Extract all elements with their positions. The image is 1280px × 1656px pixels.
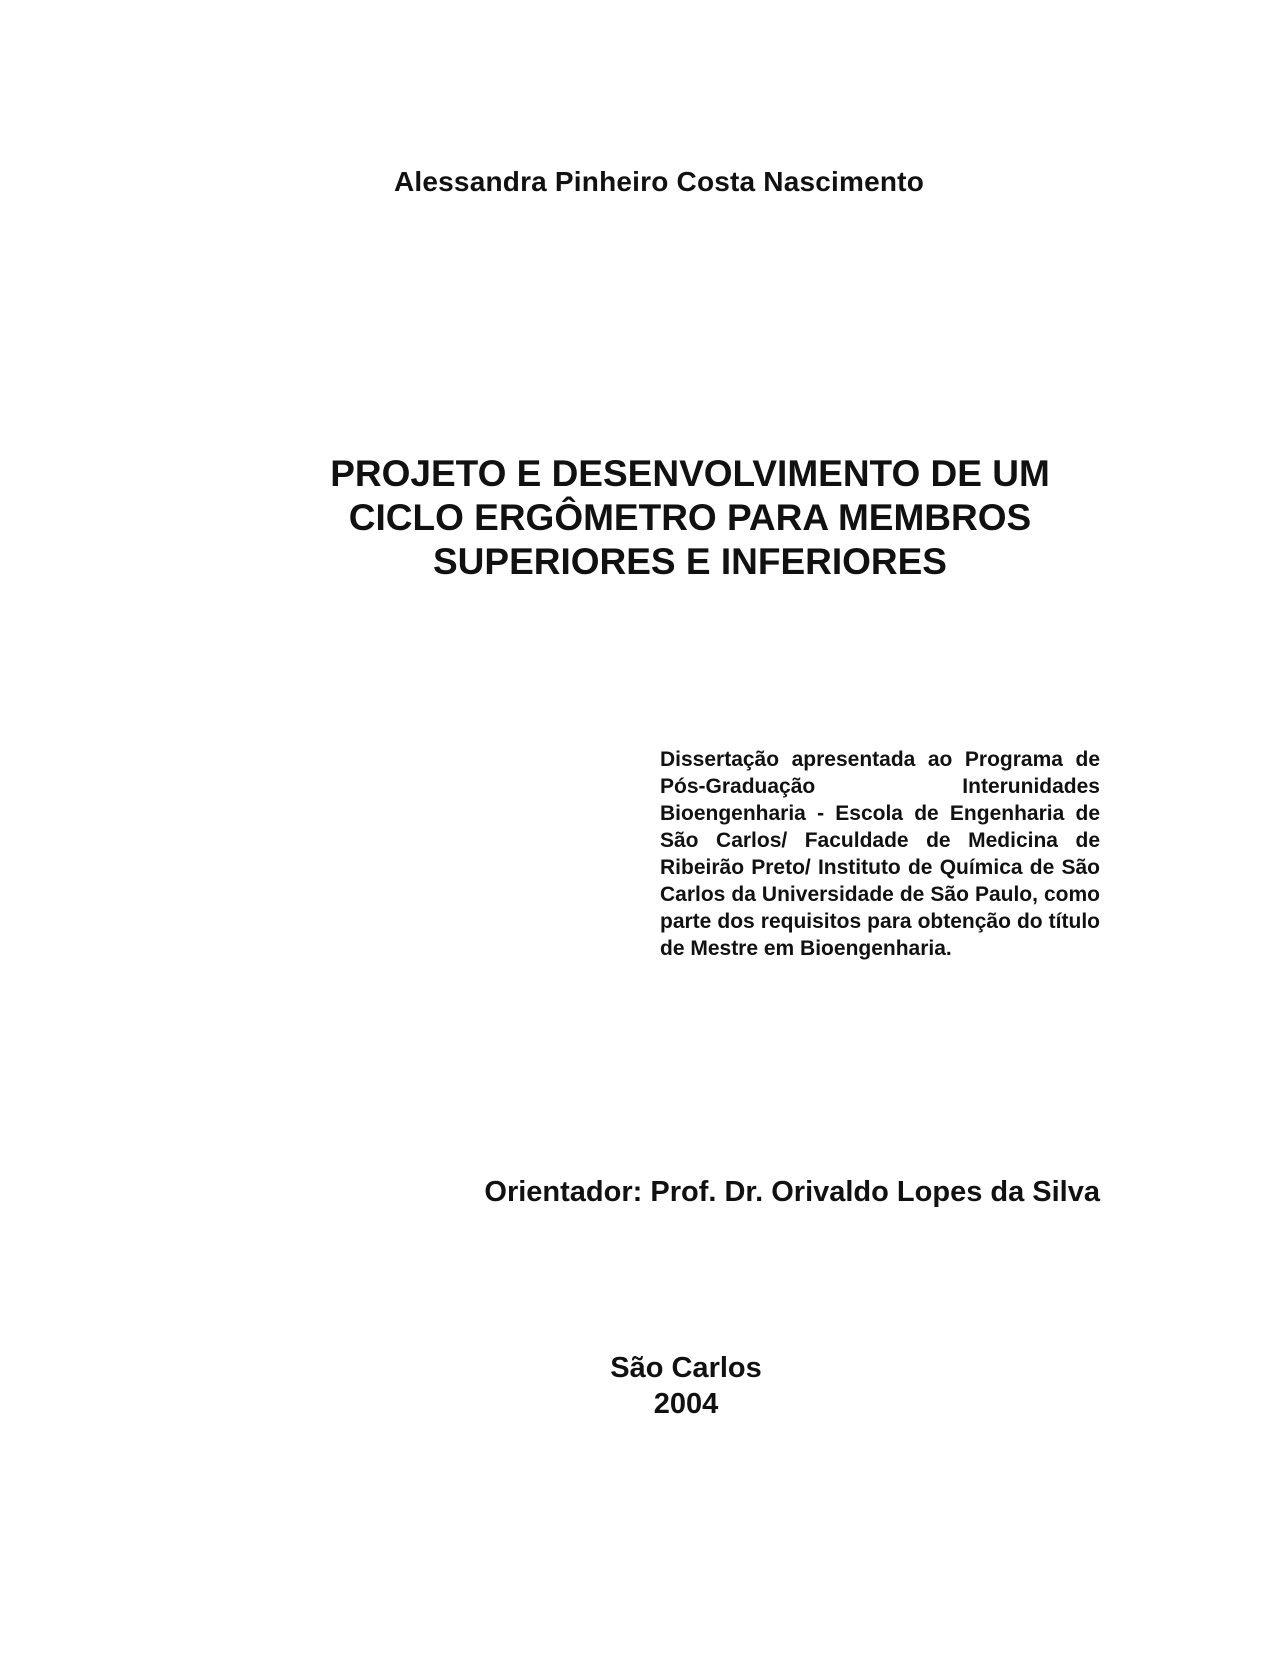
place-and-date <box>0 1350 1280 1422</box>
dissertation-statement: Dissertação apresentada ao Programa de Pós-Graduação Interunidades Bioengenharia - Escola de Engenharia de São Carlos/ Faculdade de Medicina de Ribeirão Preto/ Instituto de Química de São Carlos da Universidade de São Paulo, como parte dos requisitos para obtenção do título de Mestre em Bioengenharia. <box>660 748 1100 960</box>
author-name: Alessandra Pinheiro Costa Nascimento <box>393 166 925 197</box>
thesis-title <box>240 452 1140 584</box>
title-line-3: SUPERIORES E INFERIORES <box>433 541 947 582</box>
title-line-1: PROJETO E DESENVOLVIMENTO DE UM <box>330 453 1050 494</box>
title-line-2: CICLO ERGÔMETRO PARA MEMBROS <box>348 497 1032 538</box>
year: 2004 <box>653 1388 719 1420</box>
city: São Carlos <box>610 1352 762 1384</box>
advisor-line: Orientador: Prof. Dr. Orivaldo Lopes da Silva <box>484 1176 1100 1208</box>
